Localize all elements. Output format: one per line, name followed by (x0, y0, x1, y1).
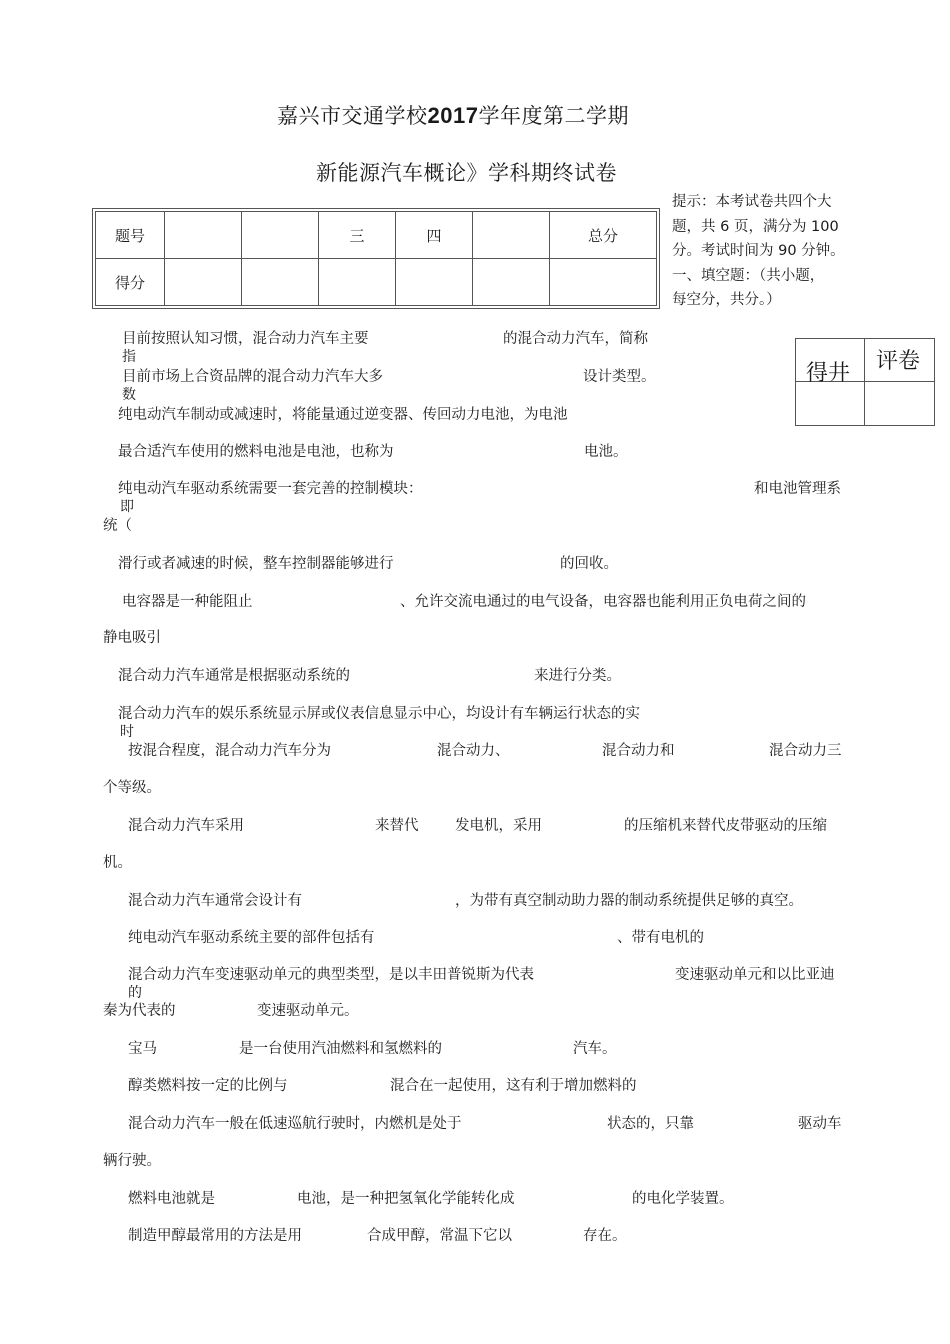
question-text: 混合在一起使用，这有利于增加燃料的 (390, 1078, 637, 1094)
question-text: 设计类型。 (583, 369, 656, 385)
question-text: 驱动车 (798, 1116, 842, 1132)
table-cell: 得分 (96, 259, 165, 306)
table-cell (165, 212, 242, 259)
question-text: 指 (122, 349, 136, 365)
question-text: 汽车。 (573, 1041, 617, 1057)
question-text: 电池。 (584, 444, 628, 460)
hint-line: 题，共 6 页，满分为 100 (672, 218, 839, 235)
question-text: 的压缩机来替代皮带驱动的压缩 (624, 818, 827, 834)
exam-subtitle: 新能源汽车概论》学科期终试卷 (316, 161, 617, 185)
question-text: 状态的，只靠 (607, 1116, 694, 1132)
question-text: 混合动力、 (437, 743, 510, 759)
question-text: 即 (120, 499, 134, 515)
title-prefix: 嘉兴市交通学校 (277, 104, 428, 128)
question-text: 混合动力汽车变速驱动单元的典型类型，是以丰田普锐斯为代表 (128, 967, 534, 983)
table-cell: 总分 (550, 212, 657, 259)
question-text: 目前市场上合资品牌的混合动力汽车大多 (122, 369, 383, 385)
question-text: 变速驱动单元。 (257, 1003, 359, 1019)
question-text: 电池，是一种把氢氧化学能转化成 (297, 1191, 515, 1207)
question-text: 宝马 (128, 1041, 157, 1057)
question-text: 电容器是一种能阻止 (122, 594, 253, 610)
question-text: 纯电动汽车驱动系统主要的部件包括有 (128, 930, 375, 946)
question-text: 来进行分类。 (534, 668, 621, 684)
table-cell (473, 212, 550, 259)
question-text: 合成甲醇，常温下它以 (367, 1228, 512, 1244)
question-text: 机。 (103, 855, 132, 871)
exam-title (277, 100, 629, 130)
question-text: 来替代 (375, 818, 419, 834)
grader-reviewer-label: 评卷 (876, 349, 921, 374)
question-text: 的电化学装置。 (632, 1191, 734, 1207)
question-text: 滑行或者减速的时候，整车控制器能够进行 (118, 556, 394, 572)
question-text: 时 (120, 724, 134, 740)
table-cell: 三 (319, 212, 396, 259)
question-text: 静电吸引 (103, 630, 161, 646)
question-text: 的混合动力汽车，简称 (503, 331, 648, 347)
question-text: 混合动力汽车的娱乐系统显示屏或仪表信息显示中心，均设计有车辆运行状态的实 (118, 706, 640, 722)
hint-line: 一、填空题：（共小题， (672, 267, 825, 284)
question-text: 燃料电池就是 (128, 1191, 215, 1207)
table-cell (242, 259, 319, 306)
table-cell (242, 212, 319, 259)
question-text: 、带有电机的 (617, 930, 704, 946)
question-text: 纯电动汽车制动或减速时，将能量通过逆变器、传回动力电池，为电池 (118, 407, 568, 423)
question-text: 混合动力汽车通常会设计有 (128, 893, 302, 909)
table-cell (319, 259, 396, 306)
question-text: 的回收。 (560, 556, 618, 572)
table-cell (473, 259, 550, 306)
table-cell: 四 (396, 212, 473, 259)
score-table-header-row (96, 212, 657, 259)
question-text: 统（ (103, 518, 132, 534)
question-text: 变速驱动单元和以比亚迪 (675, 967, 835, 983)
question-text: 和电池管理系 (754, 481, 841, 497)
hint-line: 提示：本考试卷共四个大 (672, 194, 832, 210)
score-table (95, 211, 657, 306)
title-suffix: 学年度第二学期 (478, 104, 629, 128)
grader-box (795, 338, 935, 426)
exam-hint (672, 190, 852, 313)
question-text: 混合动力汽车一般在低速巡航行驶时，内燃机是处于 (128, 1116, 462, 1132)
table-cell (396, 259, 473, 306)
question-text: 制造甲醇最常用的方法是用 (128, 1228, 302, 1244)
grader-score-label: 得井 (806, 361, 851, 386)
table-cell (550, 259, 657, 306)
score-table-score-row (96, 259, 657, 306)
question-text: 、允许交流电通过的电气设备，电容器也能利用正负电荷之间的 (400, 594, 806, 610)
hint-line: 分。考试时间为 90 分钟。 (672, 243, 845, 259)
question-text: 目前按照认知习惯，混合动力汽车主要 (122, 331, 369, 347)
table-cell: 题号 (96, 212, 165, 259)
question-text: 秦为代表的 (103, 1003, 176, 1019)
question-text: 混合动力汽车通常是根据驱动系统的 (118, 668, 350, 684)
question-text: 发电机，采用 (455, 818, 542, 834)
question-text: 个等级。 (103, 780, 161, 796)
table-cell (165, 259, 242, 306)
question-text: ，为带有真空制动助力器的制动系统提供足够的真空。 (455, 893, 803, 909)
question-text: 辆行驶。 (103, 1153, 161, 1169)
question-text: 按混合程度，混合动力汽车分为 (128, 743, 331, 759)
hint-line: 每空分，共分。） (672, 292, 781, 308)
question-text: 混合动力和 (602, 743, 675, 759)
question-text: 醇类燃料按一定的比例与 (128, 1078, 288, 1094)
question-text: 纯电动汽车驱动系统需要一套完善的控制模块： (118, 481, 423, 497)
question-text: 存在。 (583, 1228, 627, 1244)
question-text: 混合动力汽车采用 (128, 818, 244, 834)
title-year: 2017 (427, 103, 479, 128)
question-text: 数 (122, 387, 136, 403)
question-text: 最合适汽车使用的燃料电池是电池，也称为 (118, 444, 394, 460)
question-text: 是一台使用汽油燃料和氢燃料的 (239, 1041, 442, 1057)
question-text: 的 (128, 985, 142, 1001)
question-text: 混合动力三 (769, 743, 842, 759)
